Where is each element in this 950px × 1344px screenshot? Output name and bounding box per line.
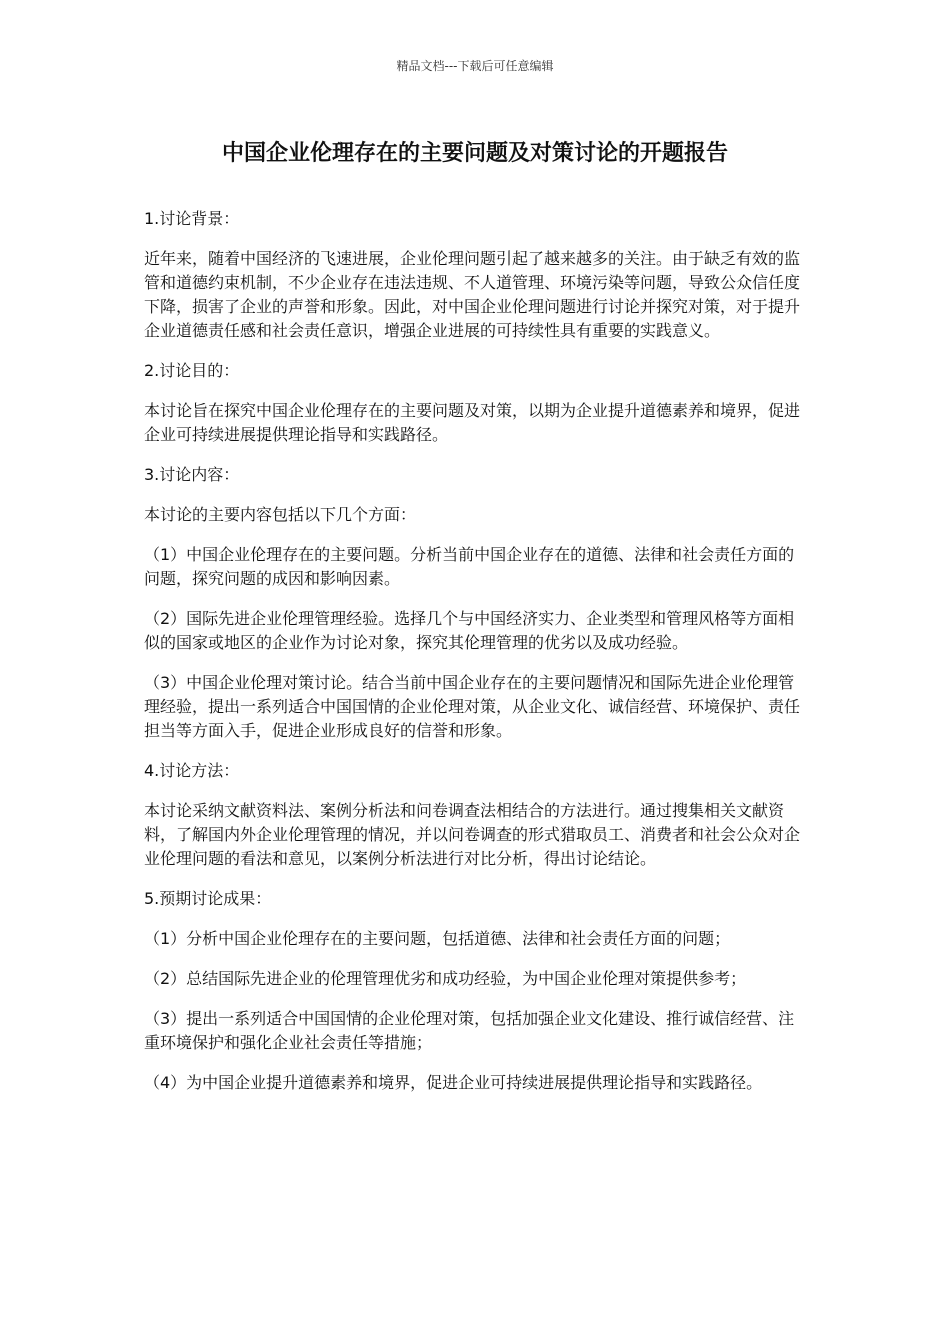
section-paragraph: 本讨论采纳文献资料法、案例分析法和问卷调查法相结合的方法进行。通过搜集相关文献资料，了解国内外企业伦理管理的情况，并以问卷调查的形式猎取员工、消费者和社会公众对企业伦理问题的看法和意见，以案例分析法进行对比分析，得出讨论结论。	[144, 801, 801, 868]
header-note: 精品文档---下载后可任意编辑	[396, 59, 554, 73]
section-heading-purpose: 2.讨论目的：	[144, 361, 240, 380]
section-heading-background: 1.讨论背景：	[144, 209, 240, 228]
section-paragraph: 近年来，随着中国经济的飞速进展，企业伦理问题引起了越来越多的关注。由于缺乏有效的监管和道德约束机制，不少企业存在违法违规、不人道管理、环境污染等问题，导致公众信任度下降，损害了企业的声誉和形象。因此，对中国企业伦理问题进行讨论并探究对策，对于提升企业道德责任感和社会责任意识，增强企业进展的可持续性具有重要的实践意义。	[144, 249, 801, 340]
page-title: 中国企业伦理存在的主要问题及对策讨论的开题报告	[221, 141, 728, 166]
section-list-item: （1）中国企业伦理存在的主要问题。分析当前中国企业存在的道德、法律和社会责任方面的问题，探究问题的成因和影响因素。	[144, 545, 795, 588]
section-list-item: （2）总结国际先进企业的伦理管理优劣和成功经验，为中国企业伦理对策提供参考；	[144, 969, 747, 988]
document-body	[144, 207, 808, 1111]
section-list-item: （3）提出一系列适合中国国情的企业伦理对策，包括加强企业文化建设、推行诚信经营、注重环境保护和强化企业社会责任等措施；	[144, 1009, 795, 1052]
section-paragraph: 本讨论旨在探究中国企业伦理存在的主要问题及对策，以期为企业提升道德素养和境界，促进企业可持续进展提供理论指导和实践路径。	[144, 401, 801, 444]
section-list-item: （2）国际先进企业伦理管理经验。选择几个与中国经济实力、企业类型和管理风格等方面相似的国家或地区的企业作为讨论对象，探究其伦理管理的优劣以及成功经验。	[144, 609, 795, 652]
section-list-item: （3）中国企业伦理对策讨论。结合当前中国企业存在的主要问题情况和国际先进企业伦理管理经验，提出一系列适合中国国情的企业伦理对策，从企业文化、诚信经营、环境保护、责任担当等方面入手，促进企业形成良好的信誉和形象。	[144, 673, 801, 740]
section-heading-outcomes: 5.预期讨论成果：	[144, 889, 272, 908]
section-paragraph: 本讨论的主要内容包括以下几个方面：	[144, 505, 417, 524]
section-heading-content: 3.讨论内容：	[144, 465, 240, 484]
section-list-item: （1）分析中国企业伦理存在的主要问题，包括道德、法律和社会责任方面的问题；	[144, 929, 731, 948]
section-list-item: （4）为中国企业提升道德素养和境界，促进企业可持续进展提供理论指导和实践路径。	[144, 1073, 763, 1092]
section-heading-method: 4.讨论方法：	[144, 761, 240, 780]
